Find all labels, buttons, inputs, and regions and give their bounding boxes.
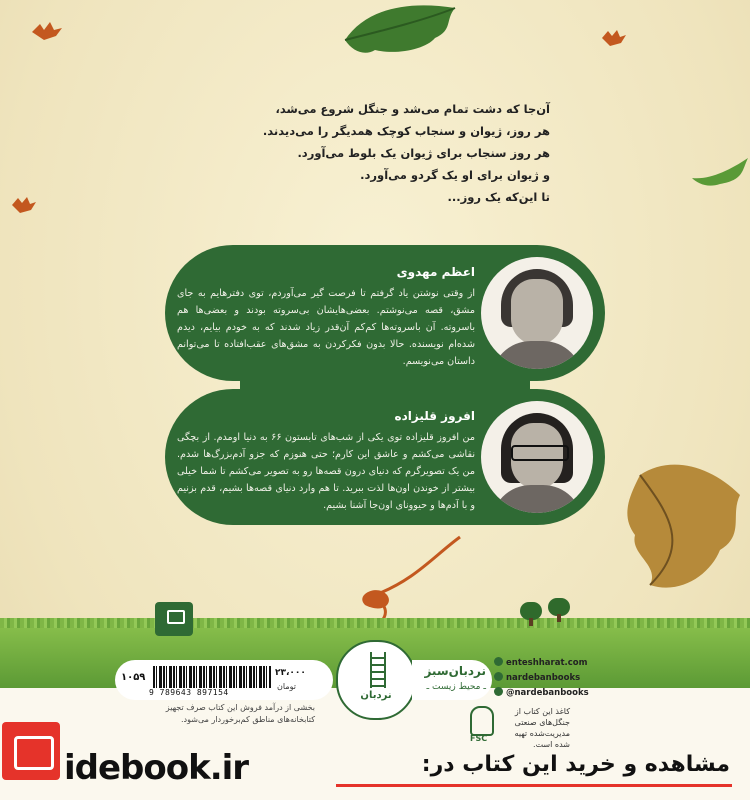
falling-leaf-stem-icon: [355, 535, 465, 625]
idebook-logo-icon: [2, 722, 60, 780]
buy-book-text: مشاهده و خرید این کتاب در:: [421, 752, 730, 777]
barcode-box: [115, 660, 333, 700]
fsc-note: کاغذ این کتاب از جنگل‌های صنعتی مدیریت‌شده تهیه شده است.: [514, 707, 570, 749]
barcode-icon: [153, 666, 271, 688]
instagram-icon: [494, 687, 503, 696]
ladder-icon: [370, 652, 386, 688]
idebook-site-name[interactable]: idebook.ir: [64, 748, 249, 788]
small-leaf-left-icon: [10, 195, 38, 215]
isbn-number: 9 789643 897154: [149, 688, 229, 697]
buy-underline: [336, 784, 732, 787]
author-photo: [481, 257, 593, 369]
author-bios-panel: [165, 245, 605, 525]
small-leaf-topleft-icon: [30, 20, 64, 42]
series-subtitle: ـ محیط زیست ـ: [426, 682, 486, 692]
intro-line: هر روز سنجاب برای ژیوان یک بلوط می‌آورد.: [297, 146, 550, 160]
fsc-logo: [466, 706, 494, 746]
author-name: اعظم مهدوی: [396, 265, 475, 279]
fsc-label: FSC: [470, 734, 488, 743]
author-bio-card: [165, 245, 605, 381]
telegram-link[interactable]: nardebanbooks: [494, 671, 606, 686]
social-links: [494, 656, 606, 701]
intro-paragraph: [220, 98, 550, 208]
oak-leaf-top-icon: [335, 0, 475, 60]
publisher-logo-text: نردبان: [360, 690, 392, 701]
intro-line: و ژیوان برای او یک گردو می‌آورد.: [360, 168, 550, 182]
telegram-icon: [494, 672, 503, 681]
book-code: ۱۰۵۹: [121, 672, 146, 683]
intro-line: تا این‌که یک روز...: [447, 190, 550, 204]
illustrator-bio-text: من افروز قلیزاده توی یکی از شب‌های تابستون ۶۶ به دنیا اومدم. از بچگی نقاشی می‌کشم و عاشق این کارم؛ حتی هنوزم که جزو آدم‌بزرگ‌ها شدم. من یک تصویرگرم که دنیای درون قصه‌ها رو به تصویر می‌کشم تا شما خیلی بیشتر از خوندن اون‌ها لذت ببرید. تا هم وارد دنیای قصه‌ها بشیم، قدم بزنیم و با آدم‌ها و حیوونای اون‌جا آشنا بشیم.: [177, 432, 475, 511]
intro-line: هر روز، ژیوان و سنجاب کوچک همدیگر را می‌دیدند.: [262, 124, 550, 138]
illustrator-photo: [481, 401, 593, 513]
big-brown-leaf-icon: [610, 455, 750, 605]
library-note: بخشی از درآمد فروش این کتاب صرف تجهیز کتابخانه‌های مناطق کم‌برخوردار می‌شود.: [165, 703, 315, 724]
library-badge-icon: [155, 602, 193, 636]
price-unit: تومان: [277, 682, 296, 691]
illustrator-bio-card: [165, 389, 605, 525]
illustrator-name: افروز قلیزاده: [394, 409, 475, 423]
author-bio-text: از وقتی نوشتن یاد گرفتم تا فرصت گیر می‌آوردم، توی دفترهایم به جای مشق، قصه می‌نوشتم. بعضی‌هایشان بی‌سروته بودند و بعضی‌ها هم باسروته. آن باسروته‌ها کم‌کم آن‌قدر زیاد شدند که به خودم بیایم، دیدم شده‌ام نویسنده. حالا بدون فکرکردن به مشق‌های عقب‌افتاده تا می‌توانم داستان می‌نویسم.: [177, 288, 475, 367]
instagram-link[interactable]: @nardebanbooks: [494, 686, 606, 701]
price-value: ۲۳،۰۰۰: [275, 668, 306, 678]
small-leaf-topright-icon: [600, 28, 628, 48]
series-title: نردبان‌سبز: [424, 664, 486, 678]
website-link[interactable]: enteshharat.com: [494, 656, 606, 671]
series-label-box: [412, 660, 492, 700]
green-leaf-right-icon: [690, 150, 750, 190]
fsc-tree-icon: [470, 706, 494, 736]
intro-line: آن‌جا که دشت تمام می‌شد و جنگل شروع می‌شد،: [275, 102, 550, 116]
globe-icon: [494, 657, 503, 666]
publisher-logo: [336, 640, 416, 720]
